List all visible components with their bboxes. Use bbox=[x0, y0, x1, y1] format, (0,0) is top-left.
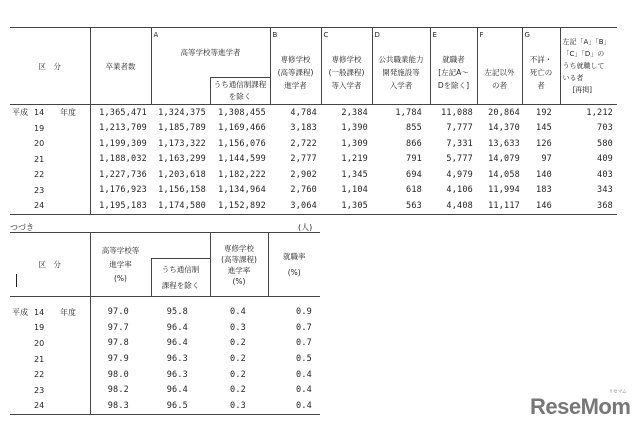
header-r-label: うち就職して bbox=[562, 62, 605, 70]
cell-value: 3,183 bbox=[290, 123, 317, 134]
row-year-year: 24 bbox=[34, 201, 45, 211]
cell-value: 4,408 bbox=[446, 200, 473, 211]
header-e-label: 就職者 bbox=[442, 55, 465, 64]
cell-value: 368 bbox=[597, 200, 613, 211]
header-reposted bbox=[560, 28, 617, 105]
row-year-year: 14 bbox=[34, 307, 45, 317]
cell-value: 1,188,032 bbox=[99, 154, 147, 165]
table-row bbox=[10, 152, 617, 168]
cell-value: 0.2 bbox=[230, 338, 246, 349]
cell-value: 1,156,158 bbox=[158, 185, 206, 196]
cell-value: 97.0 bbox=[107, 307, 129, 318]
cell-value: 2,777 bbox=[290, 154, 317, 165]
cell-value: 1,176,923 bbox=[99, 185, 147, 196]
cell-value: 1,784 bbox=[395, 107, 422, 118]
row-year bbox=[10, 152, 90, 168]
cell-value: 1,134,964 bbox=[218, 185, 266, 196]
row-year bbox=[10, 305, 90, 321]
continued-label: つづき bbox=[10, 223, 34, 232]
cell-value: 791 bbox=[406, 154, 422, 165]
cell-value: 2,760 bbox=[290, 185, 317, 196]
header-employment-rate bbox=[268, 233, 320, 297]
table-row bbox=[10, 351, 320, 367]
cell-value: 1,199,309 bbox=[99, 138, 147, 149]
row-year-year: 21 bbox=[34, 354, 45, 364]
cell-value: 0.3 bbox=[230, 322, 246, 333]
cell-value: 1,203,618 bbox=[158, 169, 206, 180]
row-year bbox=[10, 398, 90, 414]
row-year bbox=[10, 167, 90, 183]
cell-value: 618 bbox=[406, 185, 422, 196]
header-e-label: [左記A～ bbox=[438, 68, 469, 77]
cell-value: 0.5 bbox=[296, 354, 312, 365]
cell-value: 1,182,222 bbox=[218, 169, 266, 180]
cell-value: 7,331 bbox=[446, 138, 473, 149]
header-a bbox=[151, 28, 270, 78]
cell-value: 140 bbox=[536, 169, 552, 180]
cell-value: 1,169,466 bbox=[218, 123, 266, 134]
header-g-letter: G bbox=[524, 31, 530, 39]
table-row bbox=[10, 336, 320, 352]
cell-value: 866 bbox=[406, 138, 422, 149]
cell-value: 1,345 bbox=[341, 169, 368, 180]
cell-value: 146 bbox=[536, 200, 552, 211]
header-e-label: Dを除く] bbox=[437, 81, 470, 90]
row-year-year: 19 bbox=[34, 123, 45, 133]
row-year-year: 23 bbox=[34, 185, 45, 195]
header-f bbox=[477, 28, 522, 105]
header-g bbox=[522, 28, 560, 105]
cell-value: 0.4 bbox=[296, 385, 312, 396]
row-year bbox=[10, 136, 90, 152]
cell-value: 2,722 bbox=[290, 138, 317, 149]
header-g-label: 者 bbox=[537, 81, 545, 90]
header-r-label: [再掲] bbox=[572, 86, 592, 94]
cell-value: 1,227,736 bbox=[99, 169, 147, 180]
header-b-letter: B bbox=[272, 31, 278, 39]
cell-value: 11,994 bbox=[488, 185, 520, 196]
header-b-label: 専修学校 bbox=[280, 55, 311, 64]
table-row bbox=[10, 398, 320, 414]
header-a-sub: うち通信制課程を除く bbox=[210, 78, 270, 105]
cell-value: 1,309 bbox=[341, 138, 368, 149]
row-year-year: 21 bbox=[34, 154, 45, 164]
cell-value: 183 bbox=[536, 185, 552, 196]
cell-value: 403 bbox=[597, 169, 613, 180]
table-row bbox=[10, 167, 617, 183]
header-a-sub bbox=[151, 259, 210, 297]
cell-value: 97.8 bbox=[107, 338, 129, 349]
cell-value: 1,163,299 bbox=[158, 154, 206, 165]
advancement-rate-table bbox=[10, 232, 320, 415]
cell-value: 4,106 bbox=[446, 185, 473, 196]
header-f-letter: F bbox=[479, 31, 484, 39]
header-c-label: (一般課程) bbox=[328, 68, 365, 77]
cell-value: 0.3 bbox=[230, 400, 246, 411]
header-d-label: 開発施設等 bbox=[382, 68, 420, 77]
cell-value: 1,173,322 bbox=[158, 138, 206, 149]
cell-value: 97.7 bbox=[107, 322, 129, 333]
cell-value: 96.3 bbox=[166, 369, 188, 380]
table-row bbox=[10, 121, 617, 137]
cell-value: 409 bbox=[597, 154, 613, 165]
cell-value: 1,174,580 bbox=[158, 200, 206, 211]
cell-value: 1,308,455 bbox=[218, 107, 266, 118]
cell-value: 192 bbox=[536, 107, 552, 118]
row-year-year: 22 bbox=[34, 170, 45, 180]
cell-value: 0.7 bbox=[296, 338, 312, 349]
cell-value: 1,305 bbox=[341, 200, 368, 211]
cell-value: 7,777 bbox=[446, 123, 473, 134]
header-a-rate-label: 進学率 bbox=[109, 259, 132, 269]
header-a-rate-label: 高等学校等 bbox=[101, 245, 140, 255]
table-row bbox=[10, 136, 617, 152]
header-d-label: 入学者 bbox=[389, 81, 413, 90]
header-b-rate-label: 進学率 bbox=[227, 265, 251, 275]
header-category: 区 分 bbox=[10, 28, 90, 105]
cell-value: 1,219 bbox=[341, 154, 368, 165]
cell-value: 1,324,375 bbox=[158, 107, 206, 118]
cell-value: 0.7 bbox=[296, 322, 312, 333]
header-c-letter: C bbox=[323, 31, 329, 39]
header-a-sub-label: うち通信制 bbox=[161, 264, 200, 274]
cell-value: 1,365,471 bbox=[99, 107, 147, 118]
header-b bbox=[270, 28, 321, 105]
cell-value: 5,777 bbox=[446, 154, 473, 165]
cell-value: 97 bbox=[541, 154, 552, 165]
header-g-label: 死亡の bbox=[529, 68, 553, 77]
row-year-suffix: 年度 bbox=[60, 307, 76, 317]
row-year-year: 20 bbox=[34, 139, 45, 149]
cell-value: 703 bbox=[597, 123, 613, 134]
cell-value: 14,079 bbox=[488, 154, 520, 165]
table-row bbox=[10, 305, 320, 321]
cell-value: 96.4 bbox=[166, 322, 188, 333]
table-row bbox=[10, 382, 320, 398]
cell-value: 13,633 bbox=[488, 138, 520, 149]
cell-value: 3,064 bbox=[290, 200, 317, 211]
row-year-era: 平成 bbox=[12, 307, 28, 317]
header-c-label: 等入学者 bbox=[331, 81, 362, 90]
cell-value: 1,212 bbox=[586, 107, 613, 118]
cell-value: 2,384 bbox=[341, 107, 368, 118]
cell-value: 1,104 bbox=[341, 185, 368, 196]
row-year bbox=[10, 320, 90, 336]
table-row bbox=[10, 320, 320, 336]
cell-value: 694 bbox=[406, 169, 422, 180]
header-b-rate-label: (高等課程) bbox=[221, 254, 257, 264]
header-d-label: 公共職業能力 bbox=[378, 55, 424, 64]
cell-value: 97.9 bbox=[107, 354, 129, 365]
cell-value: 96.4 bbox=[166, 385, 188, 396]
cell-value: 96.3 bbox=[166, 354, 188, 365]
row-year-year: 20 bbox=[34, 338, 45, 348]
header-b-rate-label: (%) bbox=[232, 276, 246, 286]
cell-value: 98.0 bbox=[107, 369, 129, 380]
cell-value: 0.4 bbox=[296, 369, 312, 380]
cell-value: 0.4 bbox=[230, 307, 246, 318]
cell-value: 1,213,709 bbox=[99, 123, 147, 134]
cell-value: 4,784 bbox=[290, 107, 317, 118]
cell-value: 1,144,599 bbox=[218, 154, 266, 165]
header-e bbox=[430, 28, 477, 105]
header-r-label: いる者 bbox=[562, 74, 584, 82]
row-year bbox=[10, 121, 90, 137]
header-blank bbox=[151, 233, 210, 259]
cell-value: 96.4 bbox=[166, 338, 188, 349]
header-a-rate-label: (%) bbox=[114, 273, 127, 283]
cell-value: 855 bbox=[406, 123, 422, 134]
cell-value: 343 bbox=[597, 185, 613, 196]
header-a-label: 高等学校等進学者 bbox=[180, 48, 241, 57]
cell-value: 14,370 bbox=[488, 123, 520, 134]
header-d bbox=[372, 28, 430, 105]
cell-value: 96.5 bbox=[166, 400, 188, 411]
cell-value: 20,864 bbox=[488, 107, 520, 118]
row-year bbox=[10, 183, 90, 199]
header-b-rate bbox=[210, 233, 268, 297]
row-year bbox=[10, 336, 90, 352]
row-year bbox=[10, 198, 90, 214]
logo-text: ReseMom bbox=[530, 394, 631, 419]
header-a-letter: A bbox=[153, 31, 159, 39]
cell-value: 126 bbox=[536, 138, 552, 149]
row-year-year: 23 bbox=[34, 385, 45, 395]
graduates-destination-table bbox=[10, 27, 617, 215]
header-a-rate bbox=[90, 233, 151, 297]
row-year bbox=[10, 351, 90, 367]
row-year-era: 平成 bbox=[12, 108, 28, 118]
text-cursor bbox=[16, 274, 17, 287]
resemom-watermark-logo bbox=[530, 389, 631, 420]
header-e-rate-label: (%) bbox=[287, 267, 301, 277]
header-r-label: 「C」「D」の bbox=[562, 50, 605, 58]
header-d-letter: D bbox=[374, 31, 380, 39]
cell-value: 2,902 bbox=[290, 169, 317, 180]
logo-ruby: リセマム bbox=[608, 389, 627, 395]
cell-value: 1,185,789 bbox=[158, 123, 206, 134]
cell-value: 1,152,892 bbox=[218, 200, 266, 211]
cell-value: 98.3 bbox=[107, 400, 129, 411]
table-row bbox=[10, 198, 617, 214]
cell-value: 1,390 bbox=[341, 123, 368, 134]
header-b-rate-label: 専修学校 bbox=[224, 243, 254, 253]
header-e-rate-label: 就職率 bbox=[283, 251, 306, 261]
row-year-year: 14 bbox=[34, 108, 45, 118]
header-b-label: 進学者 bbox=[284, 81, 307, 90]
cell-value: 0.2 bbox=[230, 369, 246, 380]
header-f-label: の者 bbox=[492, 81, 507, 90]
header-a-blank bbox=[151, 78, 210, 105]
header-f-label: 左記以外 bbox=[484, 68, 515, 77]
cell-value: 4,979 bbox=[446, 169, 473, 180]
row-year-suffix: 年度 bbox=[60, 108, 76, 118]
table-row bbox=[10, 367, 320, 383]
cell-value: 563 bbox=[406, 200, 422, 211]
unit-label: (人) bbox=[298, 223, 313, 232]
row-year-year: 19 bbox=[34, 323, 45, 333]
row-year bbox=[10, 367, 90, 383]
row-year bbox=[10, 105, 90, 121]
cell-value: 1,156,076 bbox=[218, 138, 266, 149]
row-year bbox=[10, 382, 90, 398]
header-graduates: 卒業者数 bbox=[90, 28, 151, 105]
cell-value: 11,088 bbox=[441, 107, 473, 118]
row-year-year: 24 bbox=[34, 401, 45, 411]
cell-value: 0.2 bbox=[230, 354, 246, 365]
cell-value: 580 bbox=[597, 138, 613, 149]
header-category: 区 分 bbox=[10, 233, 90, 297]
cell-value: 0.2 bbox=[230, 385, 246, 396]
header-e-letter: E bbox=[432, 31, 437, 39]
cell-value: 95.8 bbox=[166, 307, 188, 318]
header-c-label: 専修学校 bbox=[331, 55, 362, 64]
header-a-sub-label: 課程を除く bbox=[161, 280, 200, 290]
header-r-label: 左記「A」「B」 bbox=[562, 38, 611, 46]
cell-value: 0.4 bbox=[296, 400, 312, 411]
table-row bbox=[10, 183, 617, 199]
row-year-year: 22 bbox=[34, 370, 45, 380]
cell-value: 145 bbox=[536, 123, 552, 134]
cell-value: 1,195,183 bbox=[99, 200, 147, 211]
header-b-label: (高等課程) bbox=[277, 68, 314, 77]
cell-value: 11,117 bbox=[488, 200, 520, 211]
cell-value: 98.2 bbox=[107, 385, 129, 396]
header-c bbox=[321, 28, 372, 105]
cell-value: 14,058 bbox=[488, 169, 520, 180]
header-g-label: 不詳・ bbox=[529, 55, 553, 64]
table-row bbox=[10, 105, 617, 121]
cell-value: 0.9 bbox=[296, 307, 312, 318]
